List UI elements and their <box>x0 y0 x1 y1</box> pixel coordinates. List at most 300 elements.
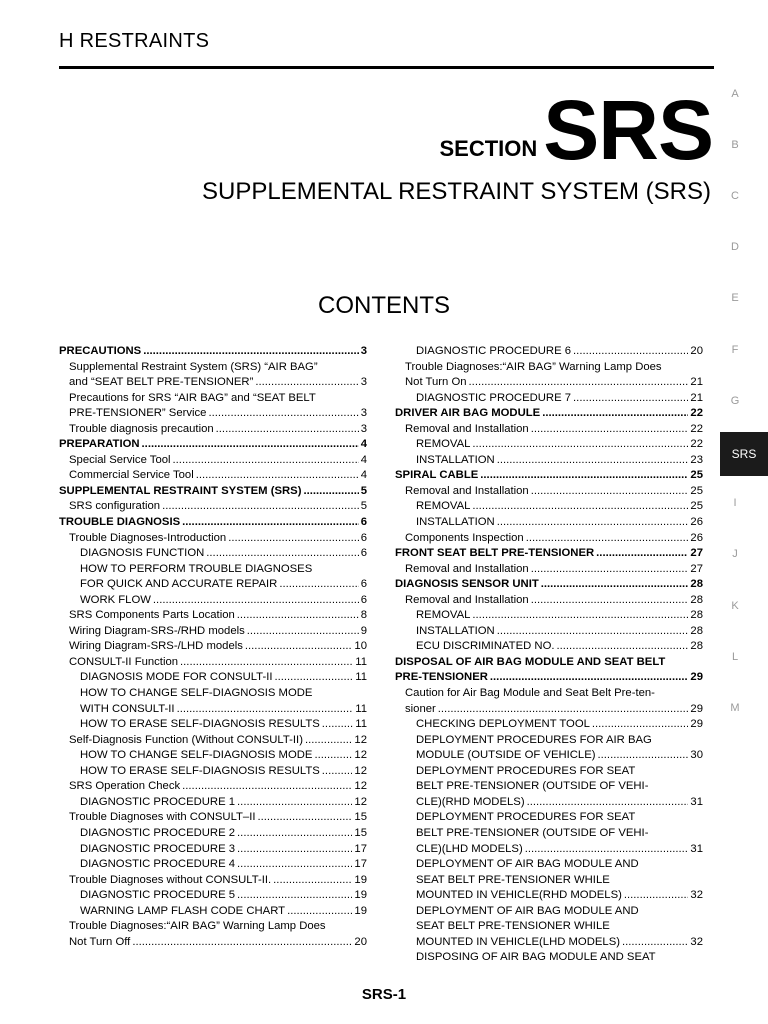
toc-entry[interactable] <box>59 686 367 702</box>
toc-entry-page: 15 <box>354 811 367 824</box>
toc-entry-title: SRS Operation Check <box>69 780 181 793</box>
dot-leader <box>153 593 359 609</box>
toc-entry[interactable] <box>395 670 703 686</box>
toc-entry-page: 12 <box>354 749 367 762</box>
toc-entry-title: DIAGNOSTIC PROCEDURE 3 <box>80 842 236 855</box>
dot-leader <box>541 577 689 593</box>
toc-entry[interactable] <box>395 360 703 376</box>
dot-leader <box>472 437 688 453</box>
dot-leader <box>497 453 689 469</box>
toc-entry-page: 22 <box>690 438 703 451</box>
toc-entry-title: Trouble Diagnoses:“AIR BAG” Warning Lamp Does <box>405 360 662 373</box>
tab-g[interactable]: G <box>730 395 740 407</box>
dot-leader <box>322 717 353 733</box>
dot-leader <box>497 515 689 531</box>
toc-entry[interactable] <box>395 950 703 966</box>
toc-entry[interactable] <box>59 422 367 438</box>
toc-entry[interactable] <box>395 391 703 407</box>
toc-entry-page: 3 <box>360 422 367 435</box>
dot-leader <box>247 624 359 640</box>
toc-entry-page: 19 <box>354 873 367 886</box>
toc-entry-title: SEAT BELT PRE-TENSIONER WHILE <box>416 873 610 886</box>
toc-entry-page: 8 <box>360 609 367 622</box>
toc-entry-title: CLE)(LHD MODELS) <box>416 842 523 855</box>
toc-entry-title: REMOVAL <box>416 609 471 622</box>
toc-entry-page: 10 <box>354 640 367 653</box>
toc-entry-page: 29 <box>690 718 703 731</box>
toc-entry-title: FOR QUICK AND ACCURATE REPAIR <box>80 578 278 591</box>
toc-entry-page: 6 <box>360 593 367 606</box>
toc-entry[interactable] <box>59 717 367 733</box>
toc-entry-page: 4 <box>360 438 367 451</box>
toc-entry[interactable] <box>395 406 703 422</box>
toc-entry-page: 22 <box>690 407 703 420</box>
toc-entry[interactable] <box>395 779 703 795</box>
toc-entry-title: SRS configuration <box>69 500 161 513</box>
toc-entry[interactable] <box>59 670 367 686</box>
toc-entry-page: 6 <box>360 578 367 591</box>
toc-entry[interactable] <box>59 593 367 609</box>
toc-entry-title: HOW TO CHANGE SELF-DIAGNOSIS MODE <box>80 687 313 700</box>
tab-c[interactable]: C <box>731 190 739 202</box>
dot-leader <box>142 437 359 453</box>
toc-entry[interactable] <box>395 437 703 453</box>
tab-l[interactable]: L <box>731 651 739 663</box>
toc-entry[interactable] <box>59 795 367 811</box>
toc-entry-title: INSTALLATION <box>416 516 495 529</box>
toc-entry-title: INSTALLATION <box>416 453 495 466</box>
toc-entry-title: SEAT BELT PRE-TENSIONER WHILE <box>416 920 610 933</box>
dot-leader <box>228 531 359 547</box>
dot-leader <box>196 468 359 484</box>
toc-entry-title: DISPOSING OF AIR BAG MODULE AND SEAT <box>416 951 656 964</box>
toc-entry-page: 22 <box>690 422 703 435</box>
toc-entry-title: Removal and Installation <box>405 562 529 575</box>
toc-entry-page: 4 <box>360 469 367 482</box>
toc-entry-page: 25 <box>690 500 703 513</box>
toc-entry[interactable] <box>59 935 367 951</box>
toc-entry[interactable] <box>59 577 367 593</box>
toc-entry[interactable] <box>59 842 367 858</box>
toc-entry-page: 32 <box>690 889 703 902</box>
toc-entry-title: SUPPLEMENTAL RESTRAINT SYSTEM (SRS) <box>59 484 302 497</box>
dot-leader <box>237 857 352 873</box>
toc-entry[interactable] <box>59 919 367 935</box>
toc-entry-title: WORK FLOW <box>80 593 151 606</box>
toc-entry-page: 20 <box>690 345 703 357</box>
dot-leader <box>237 608 359 624</box>
dot-leader <box>490 670 689 686</box>
dot-leader <box>273 873 352 889</box>
toc-entry[interactable] <box>59 873 367 889</box>
toc-entry[interactable] <box>395 531 703 547</box>
dot-leader <box>255 375 358 391</box>
toc-entry[interactable] <box>395 577 703 593</box>
toc-entry-title: HOW TO CHANGE SELF-DIAGNOSIS MODE <box>80 749 313 762</box>
dot-leader <box>216 422 359 438</box>
section-code: SRS <box>543 83 713 177</box>
dot-leader <box>531 562 689 578</box>
toc-entry[interactable] <box>395 515 703 531</box>
dot-leader <box>182 515 359 531</box>
toc-entry-title: DRIVER AIR BAG MODULE <box>395 407 541 420</box>
toc-entry[interactable] <box>395 748 703 764</box>
toc-entry-title: DEPLOYMENT PROCEDURES FOR AIR BAG <box>416 733 652 746</box>
toc-entry[interactable] <box>59 391 367 407</box>
toc-entry-page: 30 <box>690 749 703 762</box>
toc-entry[interactable] <box>59 546 367 562</box>
tab-f[interactable]: F <box>731 344 739 356</box>
toc-entry-title: REMOVAL <box>416 500 471 513</box>
dot-leader <box>438 702 689 718</box>
toc-entry-title: Removal and Installation <box>405 484 529 497</box>
toc-entry-page: 17 <box>354 858 367 871</box>
tab-b[interactable]: B <box>731 139 739 151</box>
toc-entry-title: SRS Components Parts Location <box>69 609 235 622</box>
toc-entry-title: HOW TO PERFORM TROUBLE DIAGNOSES <box>80 562 313 575</box>
toc-entry-title: Removal and Installation <box>405 593 529 606</box>
toc-entry[interactable] <box>395 499 703 515</box>
section-label: SECTION <box>439 136 538 161</box>
toc-entry-title: ECU DISCRIMINATED NO. <box>416 640 555 653</box>
toc-entry-page: 29 <box>690 702 703 715</box>
tab-a[interactable]: A <box>731 88 739 100</box>
toc-entry-page: 17 <box>354 842 367 855</box>
toc-entry[interactable] <box>395 468 703 484</box>
dot-leader <box>177 702 354 718</box>
toc-entry-page: 31 <box>690 842 703 855</box>
toc-entry-page: 12 <box>354 780 367 793</box>
dot-leader <box>208 406 358 422</box>
dot-leader <box>480 468 688 484</box>
dot-leader <box>624 888 689 904</box>
toc-entry-title: CONSULT-II Function <box>69 655 179 668</box>
toc-entry[interactable] <box>395 593 703 609</box>
toc-entry[interactable] <box>59 499 367 515</box>
toc-entry-title: Not Turn On <box>405 376 467 389</box>
toc-entry-title: SPIRAL CABLE <box>395 469 479 482</box>
toc-entry[interactable] <box>395 375 703 391</box>
dot-leader <box>542 406 688 422</box>
toc-entry-page: 3 <box>360 407 367 420</box>
toc-entry-title: Trouble Diagnoses:“AIR BAG” Warning Lamp Does <box>69 920 326 933</box>
toc-entry-title: TROUBLE DIAGNOSIS <box>59 516 181 529</box>
toc-entry[interactable] <box>59 639 367 655</box>
dot-leader <box>622 935 688 951</box>
toc-entry-page: 27 <box>690 547 703 560</box>
toc-entry-page: 21 <box>690 376 703 389</box>
toc-entry-title: Special Service Tool <box>69 453 171 466</box>
dot-leader <box>173 453 359 469</box>
toc-entry[interactable] <box>59 857 367 873</box>
toc-entry-title: DEPLOYMENT OF AIR BAG MODULE AND <box>416 858 639 871</box>
toc-entry-page: 12 <box>354 795 367 808</box>
toc-entry[interactable] <box>59 810 367 826</box>
toc-entry[interactable] <box>59 733 367 749</box>
toc-entry[interactable] <box>59 437 367 453</box>
toc-entry[interactable] <box>395 562 703 578</box>
toc-entry-title: BELT PRE-TENSIONER (OUTSIDE OF VEHI- <box>416 780 649 793</box>
dot-leader <box>182 779 352 795</box>
toc-entry-page: 19 <box>354 889 367 902</box>
toc-entry-page: 11 <box>355 671 367 684</box>
dot-leader <box>322 764 353 780</box>
dot-leader <box>531 484 689 500</box>
dot-leader <box>469 375 689 391</box>
tab-m[interactable]: M <box>730 702 740 714</box>
tab-srs[interactable]: SRS <box>720 432 768 476</box>
toc-entry-title: DIAGNOSTIC PROCEDURE 4 <box>80 858 236 871</box>
dot-leader <box>132 935 352 951</box>
toc-entry[interactable] <box>395 702 703 718</box>
toc-entry[interactable] <box>395 639 703 655</box>
tab-e[interactable]: E <box>731 292 739 304</box>
toc-entry[interactable] <box>59 406 367 422</box>
dot-leader <box>237 826 352 842</box>
toc-entry-title: Commercial Service Tool <box>69 469 194 482</box>
toc-entry[interactable] <box>59 624 367 640</box>
dot-leader <box>314 748 352 764</box>
toc-entry-title: Trouble diagnosis precaution <box>69 422 214 435</box>
toc-entry[interactable] <box>395 422 703 438</box>
toc-entry-page: 23 <box>690 453 703 466</box>
toc-entry[interactable] <box>395 624 703 640</box>
toc-entry[interactable] <box>395 764 703 780</box>
toc-entry[interactable] <box>59 608 367 624</box>
dot-leader <box>279 577 358 593</box>
toc-entry-page: 20 <box>354 935 367 948</box>
toc-column-right <box>395 344 703 966</box>
header-divider <box>59 66 714 69</box>
toc-entry-title: DIAGNOSTIC PROCEDURE 2 <box>80 826 236 839</box>
toc-entry-title: DIAGNOSTIC PROCEDURE 1 <box>80 795 236 808</box>
toc-entry[interactable] <box>395 608 703 624</box>
toc-entry-title: PREPARATION <box>59 438 140 451</box>
dot-leader <box>497 624 689 640</box>
toc-entry-page: 5 <box>360 500 367 513</box>
toc-entry[interactable] <box>395 686 703 702</box>
toc-entry[interactable] <box>395 810 703 826</box>
toc-entry-title: Self-Diagnosis Function (Without CONSULT-II) <box>69 733 303 746</box>
toc-entry-title: PRECAUTIONS <box>59 345 142 357</box>
toc-entry[interactable] <box>395 546 703 562</box>
dot-leader <box>573 344 688 360</box>
section-subtitle: SUPPLEMENTAL RESTRAINT SYSTEM (SRS) <box>202 178 711 205</box>
tab-i[interactable]: I <box>733 497 737 509</box>
toc-entry[interactable] <box>59 344 367 360</box>
toc-entry-title: DIAGNOSIS MODE FOR CONSULT-II <box>80 671 273 684</box>
toc-entry-page: 11 <box>355 655 367 668</box>
toc-entry-title: Trouble Diagnoses with CONSULT–II <box>69 811 256 824</box>
toc-entry[interactable] <box>395 453 703 469</box>
dot-leader <box>472 608 688 624</box>
dot-leader <box>472 499 688 515</box>
toc-entry-page: 4 <box>360 453 367 466</box>
toc-entry-page: 5 <box>360 484 367 497</box>
toc-entry[interactable] <box>395 826 703 842</box>
toc-entry-page: 25 <box>690 469 703 482</box>
toc-entry-title: Wiring Diagram-SRS-/RHD models <box>69 624 245 637</box>
toc-entry-page: 25 <box>690 484 703 497</box>
toc-entry[interactable] <box>59 360 367 376</box>
toc-entry-page: 12 <box>354 733 367 746</box>
toc-entry-title: Removal and Installation <box>405 422 529 435</box>
toc-entry-title: DIAGNOSTIC PROCEDURE 7 <box>416 391 572 404</box>
toc-entry-page: 28 <box>690 624 703 637</box>
toc-entry[interactable] <box>395 919 703 935</box>
dot-leader <box>596 546 688 562</box>
page-number: SRS-1 <box>361 986 407 1003</box>
toc-entry-page: 3 <box>360 345 367 357</box>
toc-entry[interactable] <box>395 873 703 889</box>
toc-entry-page: 32 <box>690 935 703 948</box>
toc-entry[interactable] <box>395 888 703 904</box>
toc-entry-title: DEPLOYMENT PROCEDURES FOR SEAT <box>416 764 636 777</box>
toc-entry-title: CLE)(RHD MODELS) <box>416 795 525 808</box>
toc-entry-title: Precautions for SRS “AIR BAG” and “SEAT BELT <box>69 391 316 404</box>
dot-leader <box>287 904 352 920</box>
dot-leader <box>305 733 352 749</box>
toc-entry-page: 26 <box>690 531 703 544</box>
toc-entry-title: PRE-TENSIONER” Service <box>69 407 207 420</box>
dot-leader <box>303 484 358 500</box>
toc-entry-title: DIAGNOSIS SENSOR UNIT <box>395 578 539 591</box>
toc-entry-title: HOW TO ERASE SELF-DIAGNOSIS RESULTS <box>80 764 320 777</box>
toc-entry[interactable] <box>59 453 367 469</box>
toc-entry-title: PRE-TENSIONER <box>395 671 488 684</box>
toc-entry-title: Supplemental Restraint System (SRS) “AIR BAG” <box>69 360 318 373</box>
toc-entry[interactable] <box>59 484 367 500</box>
toc-entry-page: 11 <box>355 702 367 715</box>
toc-column-left <box>59 344 367 950</box>
toc-entry-title: Components Inspection <box>405 531 524 544</box>
toc-entry-title: DIAGNOSTIC PROCEDURE 5 <box>80 889 236 902</box>
toc-entry-page: 9 <box>360 624 367 637</box>
toc-entry-title: WITH CONSULT-II <box>80 702 175 715</box>
toc-entry-title: Not Turn Off <box>69 935 131 948</box>
toc-entry[interactable] <box>395 904 703 920</box>
toc-entry-title: DEPLOYMENT PROCEDURES FOR SEAT <box>416 811 636 824</box>
toc-entry-title: MODULE (OUTSIDE OF VEHICLE) <box>416 749 596 762</box>
toc-entry-page: 15 <box>354 826 367 839</box>
toc-entry[interactable] <box>395 733 703 749</box>
dot-leader <box>527 795 689 811</box>
section-heading <box>439 83 713 177</box>
toc-entry[interactable] <box>59 904 367 920</box>
toc-entry-title: BELT PRE-TENSIONER (OUTSIDE OF VEHI- <box>416 826 649 839</box>
tab-j[interactable]: J <box>732 548 738 560</box>
toc-entry[interactable] <box>59 748 367 764</box>
toc-entry-title: DISPOSAL OF AIR BAG MODULE AND SEAT BELT <box>395 655 666 668</box>
toc-entry[interactable] <box>59 655 367 671</box>
dot-leader <box>162 499 359 515</box>
tab-k[interactable]: K <box>731 600 739 612</box>
toc-entry-title: Caution for Air Bag Module and Seat Belt Pre-ten- <box>405 687 655 700</box>
toc-entry[interactable] <box>59 764 367 780</box>
dot-leader <box>180 655 353 671</box>
toc-entry-page: 6 <box>360 516 367 529</box>
toc-entry-page: 28 <box>690 593 703 606</box>
dot-leader <box>573 391 688 407</box>
toc-entry-title: REMOVAL <box>416 438 471 451</box>
toc-entry[interactable] <box>395 717 703 733</box>
dot-leader <box>245 639 353 655</box>
dot-leader <box>592 717 689 733</box>
toc-entry[interactable] <box>59 562 367 578</box>
toc-entry[interactable] <box>59 531 367 547</box>
toc-entry-title: MOUNTED IN VEHICLE(RHD MODELS) <box>416 889 622 902</box>
toc-entry-page: 6 <box>360 531 367 544</box>
toc-entry[interactable] <box>59 888 367 904</box>
toc-entry[interactable] <box>395 842 703 858</box>
toc-entry-page: 28 <box>690 609 703 622</box>
dot-leader <box>237 888 352 904</box>
toc-entry-page: 27 <box>690 562 703 575</box>
manual-group-title: H RESTRAINTS <box>59 30 210 52</box>
toc-entry-page: 28 <box>690 578 703 591</box>
toc-entry-title: CHECKING DEPLOYMENT TOOL <box>416 718 590 731</box>
toc-entry[interactable] <box>395 935 703 951</box>
dot-leader <box>598 748 689 764</box>
toc-entry-page: 3 <box>360 376 367 389</box>
dot-leader <box>557 639 689 655</box>
toc-entry-title: Trouble Diagnoses without CONSULT-II. <box>69 873 272 886</box>
toc-entry-title: HOW TO ERASE SELF-DIAGNOSIS RESULTS <box>80 718 320 731</box>
toc-entry[interactable] <box>59 515 367 531</box>
toc-entry[interactable] <box>59 826 367 842</box>
toc-entry-page: 26 <box>690 516 703 529</box>
toc-entry[interactable] <box>59 468 367 484</box>
toc-entry-title: DIAGNOSTIC PROCEDURE 6 <box>416 345 572 357</box>
dot-leader <box>237 842 352 858</box>
toc-entry-title: sioner <box>405 702 436 715</box>
toc-entry-title: INSTALLATION <box>416 624 495 637</box>
toc-entry[interactable] <box>59 375 367 391</box>
toc-entry-page: 29 <box>690 671 703 684</box>
toc-entry-page: 28 <box>690 640 703 653</box>
toc-entry-page: 6 <box>360 547 367 560</box>
toc-entry-page: 12 <box>354 764 367 777</box>
toc-entry[interactable] <box>59 779 367 795</box>
dot-leader <box>257 810 352 826</box>
dot-leader <box>526 531 689 547</box>
toc-entry-title: FRONT SEAT BELT PRE-TENSIONER <box>395 547 595 560</box>
toc-entry-title: MOUNTED IN VEHICLE(LHD MODELS) <box>416 935 620 948</box>
dot-leader <box>531 593 689 609</box>
tab-d[interactable]: D <box>731 241 739 253</box>
toc-entry-title: DIAGNOSIS FUNCTION <box>80 547 205 560</box>
toc-entry-page: 19 <box>354 904 367 917</box>
toc-entry-title: and “SEAT BELT PRE-TENSIONER” <box>69 376 254 389</box>
contents-title: CONTENTS <box>318 292 450 319</box>
toc-entry[interactable] <box>395 795 703 811</box>
toc-entry[interactable] <box>395 655 703 671</box>
toc-entry[interactable] <box>395 344 703 360</box>
toc-entry-page: 11 <box>355 718 367 731</box>
dot-leader <box>531 422 689 438</box>
toc-entry[interactable] <box>395 484 703 500</box>
dot-leader <box>525 842 689 858</box>
toc-entry-page: 21 <box>690 391 703 404</box>
toc-entry-title: Wiring Diagram-SRS-/LHD models <box>69 640 243 653</box>
toc-entry-title: WARNING LAMP FLASH CODE CHART <box>80 904 286 917</box>
toc-entry-page: 31 <box>690 795 703 808</box>
toc-entry[interactable] <box>395 857 703 873</box>
toc-entry-title: Trouble Diagnoses-Introduction <box>69 531 227 544</box>
dot-leader <box>206 546 358 562</box>
toc-entry[interactable] <box>59 702 367 718</box>
toc-entry-title: DEPLOYMENT OF AIR BAG MODULE AND <box>416 904 639 917</box>
